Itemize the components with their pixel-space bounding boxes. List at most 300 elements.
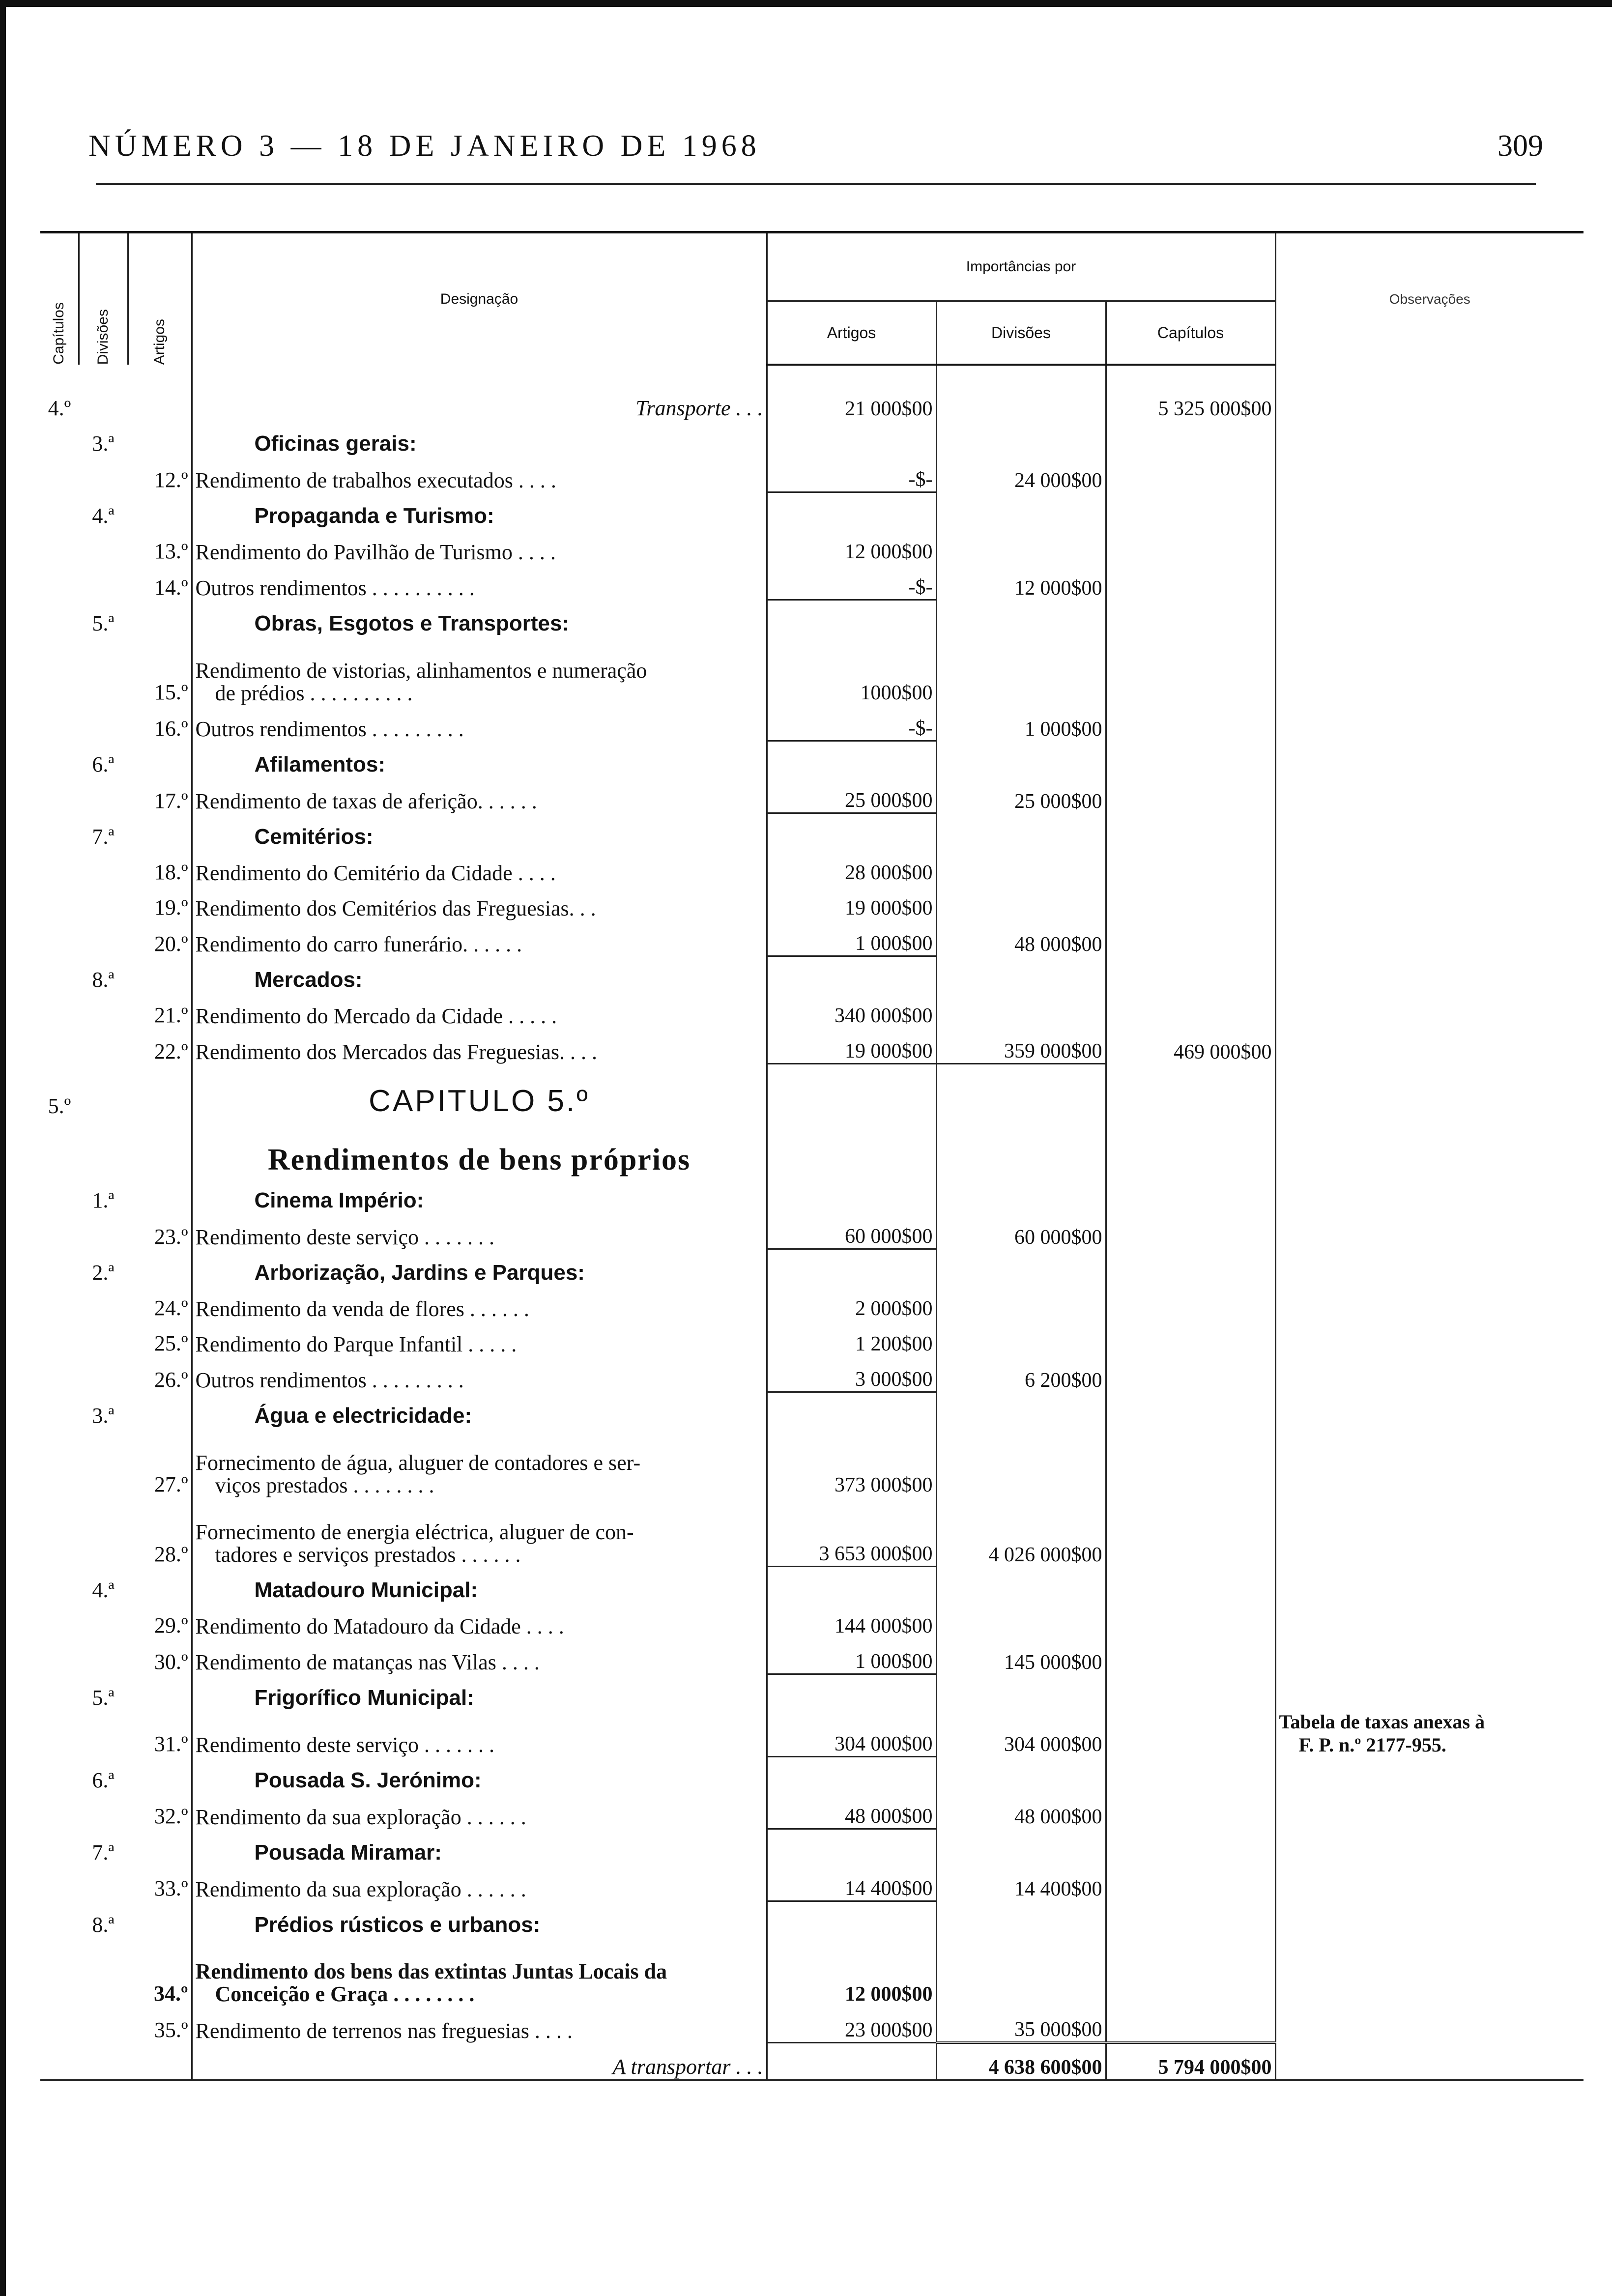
cell-observacoes — [1275, 2042, 1583, 2080]
item-description: Outros rendimentos . . . . . . . . . — [195, 1368, 464, 1393]
cell-importancia-artigos: 373 000$00 — [767, 1428, 936, 1497]
cell-importancia-capitulos — [1106, 1674, 1275, 1711]
cell-importancia-artigos — [767, 492, 936, 529]
cell-observacoes — [1275, 456, 1583, 492]
table-row — [40, 777, 1583, 813]
cell-capitulo — [40, 2042, 79, 2080]
cell-importancia-capitulos — [1106, 1285, 1275, 1320]
cell-capitulo — [40, 1356, 79, 1392]
cell-designacao — [192, 636, 767, 705]
cell-artigo — [128, 1064, 192, 1119]
cell-importancia-capitulos — [1106, 992, 1275, 1028]
section-heading: Propaganda e Turismo: — [254, 504, 494, 528]
cell-importancia-artigos: 1 200$00 — [767, 1320, 936, 1356]
table-row — [40, 600, 1583, 636]
cell-designacao — [192, 1901, 767, 1937]
item-description: Rendimento de terrenos nas freguesias . . . . — [195, 2018, 573, 2043]
cell-importancia-capitulos: 469 000$00 — [1106, 1028, 1275, 1064]
cell-importancia-artigos: 340 000$00 — [767, 992, 936, 1028]
cell-importancia-divisoes — [936, 956, 1106, 993]
cell-importancia-capitulos — [1106, 1901, 1275, 1937]
cell-importancia-artigos: 19 000$00 — [767, 1028, 936, 1064]
cell-capitulo — [40, 1901, 79, 1937]
item-description: Rendimento de trabalhos executados . . . . — [195, 468, 556, 493]
table-row — [40, 1497, 1583, 1567]
cell-importancia-capitulos — [1106, 849, 1275, 885]
cell-importancia-divisoes: 12 000$00 — [936, 564, 1106, 600]
cell-importancia-capitulos — [1106, 1119, 1275, 1177]
cell-importancia-capitulos — [1106, 636, 1275, 705]
cell-capitulo — [40, 1392, 79, 1429]
cell-observacoes — [1275, 365, 1583, 421]
table-row — [40, 1937, 1583, 2006]
cell-divisao — [79, 636, 128, 705]
cell-observacoes — [1275, 920, 1583, 956]
cell-importancia-capitulos — [1106, 1177, 1275, 1213]
cell-capitulo — [40, 636, 79, 705]
cell-artigo — [128, 2042, 192, 2080]
cell-divisao: 5.ª — [92, 611, 115, 635]
cell-designacao — [192, 1674, 767, 1711]
cell-observacoes — [1275, 1028, 1583, 1064]
cell-divisao — [79, 849, 128, 885]
cell-importancia-divisoes — [936, 1829, 1106, 1865]
header-sub-capitulos: Capítulos — [1106, 301, 1275, 365]
cell-capitulo — [40, 849, 79, 885]
cell-artigo — [128, 365, 192, 421]
section-heading: Cinema Império: — [254, 1188, 424, 1212]
cell-importancia-artigos: 25 000$00 — [767, 777, 936, 813]
section-heading: Oficinas gerais: — [254, 431, 417, 456]
cell-designacao — [192, 1428, 767, 1497]
cell-divisao — [79, 1497, 128, 1567]
cell-importancia-capitulos: 5 325 000$00 — [1106, 365, 1275, 421]
cell-divisao — [79, 920, 128, 956]
cell-divisao: 4.ª — [92, 1578, 115, 1602]
cell-importancia-capitulos — [1106, 1356, 1275, 1392]
cell-importancia-divisoes — [936, 1603, 1106, 1638]
cell-divisao — [79, 1213, 128, 1249]
cell-divisao — [79, 528, 128, 564]
cell-importancia-capitulos: 5 794 000$00 — [1106, 2042, 1275, 2080]
section-heading: Pousada Miramar: — [254, 1840, 442, 1865]
cell-observacoes — [1275, 1937, 1583, 2006]
cell-importancia-capitulos — [1106, 492, 1275, 529]
cell-importancia-capitulos — [1106, 1428, 1275, 1497]
cell-observacoes — [1275, 421, 1583, 456]
cell-divisao — [79, 1356, 128, 1392]
item-description: Fornecimento de água, aluguer de contadores e ser- — [195, 1450, 641, 1475]
cell-importancia-divisoes — [936, 813, 1106, 850]
item-description: Rendimento dos Mercados das Freguesias. . . . — [195, 1040, 598, 1064]
table-row — [40, 1356, 1583, 1392]
cell-observacoes — [1275, 705, 1583, 741]
cell-importancia-artigos: 144 000$00 — [767, 1603, 936, 1638]
table-row — [40, 885, 1583, 920]
observation-text: Tabela de taxas anexas à — [1279, 1711, 1485, 1733]
cell-capitulo — [40, 528, 79, 564]
cell-capitulo — [40, 1829, 79, 1865]
cell-capitulo — [40, 1793, 79, 1829]
cell-capitulo — [40, 600, 79, 636]
cell-divisao — [79, 1285, 128, 1320]
cell-artigo: 20.º — [128, 920, 192, 956]
table-row — [40, 636, 1583, 705]
table-row — [40, 1119, 1583, 1177]
cell-observacoes — [1275, 1213, 1583, 1249]
cell-designacao — [192, 492, 767, 529]
cell-divisao — [79, 1638, 128, 1674]
table-row — [40, 1674, 1583, 1711]
section-heading: Prédios rústicos e urbanos: — [254, 1912, 541, 1937]
cell-divisao: 7.ª — [92, 825, 115, 849]
cell-importancia-divisoes — [936, 1674, 1106, 1711]
table-row — [40, 1213, 1583, 1249]
cell-capitulo — [40, 421, 79, 456]
cell-importancia-artigos: 48 000$00 — [767, 1793, 936, 1829]
table-row — [40, 1638, 1583, 1674]
cell-capitulo — [40, 1756, 79, 1793]
cell-observacoes — [1275, 1567, 1583, 1603]
page-top-border — [0, 0, 1612, 7]
table-row — [40, 1177, 1583, 1213]
cell-artigo — [128, 813, 192, 850]
cell-observacoes — [1275, 1793, 1583, 1829]
cell-capitulo — [40, 1638, 79, 1674]
cell-divisao: 2.ª — [92, 1261, 115, 1285]
cell-divisao: 3.ª — [92, 431, 115, 456]
cell-artigo: 35.º — [128, 2006, 192, 2043]
cell-artigo — [128, 1119, 192, 1177]
table-row — [40, 1829, 1583, 1865]
cell-importancia-capitulos — [1106, 813, 1275, 850]
cell-importancia-capitulos — [1106, 1213, 1275, 1249]
cell-divisao — [79, 1028, 128, 1064]
cell-divisao: 1.ª — [92, 1188, 115, 1212]
cell-designacao — [192, 1119, 767, 1177]
cell-importancia-capitulos — [1106, 456, 1275, 492]
cell-artigo: 15.º — [128, 636, 192, 705]
table-row — [40, 1603, 1583, 1638]
cell-artigo: 30.º — [128, 1638, 192, 1674]
cell-artigo — [128, 956, 192, 993]
cell-observacoes — [1275, 492, 1583, 529]
cell-observacoes — [1275, 1865, 1583, 1901]
header-divisoes: Divisões — [79, 232, 128, 365]
cell-importancia-artigos — [767, 813, 936, 850]
table-row — [40, 849, 1583, 885]
cell-importancia-divisoes: 60 000$00 — [936, 1213, 1106, 1249]
cell-artigo: 18.º — [128, 849, 192, 885]
cell-capitulo — [40, 813, 79, 850]
chapter-heading: CAPITULO 5.º — [369, 1084, 590, 1118]
cell-capitulo — [40, 492, 79, 529]
cell-artigo: 22.º — [128, 1028, 192, 1064]
table-row — [40, 705, 1583, 741]
cell-capitulo — [40, 992, 79, 1028]
cell-observacoes — [1275, 813, 1583, 850]
cell-artigo: 26.º — [128, 1356, 192, 1392]
cell-designacao — [192, 1756, 767, 1793]
cell-importancia-artigos — [767, 741, 936, 777]
item-description: Outros rendimentos . . . . . . . . . . — [195, 576, 475, 601]
cell-importancia-divisoes — [936, 1285, 1106, 1320]
cell-designacao — [192, 1213, 767, 1249]
cell-importancia-divisoes — [936, 1567, 1106, 1603]
cell-importancia-capitulos — [1106, 777, 1275, 813]
cell-importancia-artigos: 60 000$00 — [767, 1213, 936, 1249]
cell-divisao — [79, 1603, 128, 1638]
cell-importancia-divisoes — [936, 636, 1106, 705]
cell-importancia-divisoes — [936, 1249, 1106, 1286]
cell-importancia-capitulos — [1106, 421, 1275, 456]
cell-importancia-divisoes — [936, 1937, 1106, 2006]
cell-designacao — [192, 1793, 767, 1829]
cell-importancia-capitulos — [1106, 885, 1275, 920]
cell-designacao — [192, 2042, 767, 2080]
table-row — [40, 528, 1583, 564]
header-importancias-por: Importâncias por — [767, 232, 1275, 301]
table-row — [40, 1567, 1583, 1603]
cell-importancia-capitulos — [1106, 1756, 1275, 1793]
cell-capitulo — [40, 1320, 79, 1356]
cell-divisao — [79, 365, 128, 421]
cell-importancia-artigos: 304 000$00 — [767, 1710, 936, 1756]
cell-artigo: 21.º — [128, 992, 192, 1028]
table-row — [40, 956, 1583, 993]
cell-importancia-artigos — [767, 2042, 936, 2080]
cell-importancia-capitulos — [1106, 1603, 1275, 1638]
cell-observacoes — [1275, 1497, 1583, 1567]
cell-capitulo — [40, 741, 79, 777]
cell-importancia-divisoes: 145 000$00 — [936, 1638, 1106, 1674]
cell-artigo — [128, 1567, 192, 1603]
table-row — [40, 421, 1583, 456]
cell-capitulo — [40, 920, 79, 956]
cell-designacao — [192, 528, 767, 564]
cell-designacao — [192, 1937, 767, 2006]
cell-divisao — [79, 1865, 128, 1901]
cell-importancia-capitulos — [1106, 600, 1275, 636]
cell-divisao — [79, 1793, 128, 1829]
table-row — [40, 1710, 1583, 1756]
cell-observacoes — [1275, 1829, 1583, 1865]
cell-importancia-divisoes: 1 000$00 — [936, 705, 1106, 741]
cell-importancia-artigos — [767, 1756, 936, 1793]
cell-artigo — [128, 1392, 192, 1429]
cell-importancia-divisoes: 4 638 600$00 — [936, 2042, 1106, 2080]
item-description: Rendimento da sua exploração . . . . . . — [195, 1877, 526, 1901]
cell-importancia-artigos — [767, 1064, 936, 1119]
section-heading: Cemitérios: — [254, 825, 374, 849]
section-heading: Afilamentos: — [254, 752, 385, 776]
cell-observacoes — [1275, 600, 1583, 636]
cell-observacoes — [1275, 1356, 1583, 1392]
cell-divisao: 7.ª — [92, 1840, 115, 1865]
cell-importancia-capitulos — [1106, 1865, 1275, 1901]
cell-importancia-artigos: -$- — [767, 564, 936, 600]
cell-observacoes — [1275, 636, 1583, 705]
table-row — [40, 564, 1583, 600]
cell-importancia-capitulos — [1106, 1320, 1275, 1356]
item-description: Rendimento do carro funerário. . . . . . — [195, 932, 522, 957]
cell-importancia-artigos: 2 000$00 — [767, 1285, 936, 1320]
cell-artigo — [128, 741, 192, 777]
cell-capitulo — [40, 705, 79, 741]
table-row — [40, 1901, 1583, 1937]
cell-importancia-capitulos — [1106, 920, 1275, 956]
table-row — [40, 2006, 1583, 2043]
cell-importancia-artigos: 19 000$00 — [767, 885, 936, 920]
cell-importancia-artigos — [767, 421, 936, 456]
cell-observacoes — [1275, 1638, 1583, 1674]
page-number: 309 — [1497, 129, 1543, 163]
cell-importancia-divisoes: 25 000$00 — [936, 777, 1106, 813]
cell-artigo: 29.º — [128, 1603, 192, 1638]
cell-observacoes — [1275, 1392, 1583, 1429]
cell-capitulo — [40, 1710, 79, 1756]
item-description: Rendimento de taxas de aferição. . . . . . — [195, 789, 537, 814]
cell-importancia-artigos: 3 000$00 — [767, 1356, 936, 1392]
chapter-title: Rendimentos de bens próprios — [267, 1143, 691, 1177]
cell-importancia-artigos — [767, 1829, 936, 1865]
cell-divisao — [79, 885, 128, 920]
cell-importancia-artigos: 1 000$00 — [767, 920, 936, 956]
section-heading: Matadouro Municipal: — [254, 1578, 478, 1602]
cell-artigo — [128, 1756, 192, 1793]
cell-capitulo — [40, 456, 79, 492]
cell-divisao: 3.ª — [92, 1404, 115, 1428]
cell-artigo: 12.º — [128, 456, 192, 492]
cell-importancia-divisoes — [936, 849, 1106, 885]
cell-divisao — [79, 1320, 128, 1356]
item-description: Rendimento de vistorias, alinhamentos e numeração — [195, 658, 647, 683]
cell-capitulo — [40, 1603, 79, 1638]
cell-designacao — [192, 920, 767, 956]
item-description-continued: Conceição e Graça . . . . . . . . — [215, 1982, 475, 2007]
cell-importancia-artigos: -$- — [767, 456, 936, 492]
cell-capitulo — [40, 1865, 79, 1901]
budget-table — [40, 231, 1583, 2081]
cell-importancia-capitulos — [1106, 1793, 1275, 1829]
table-row — [40, 1028, 1583, 1064]
header-sub-artigos: Artigos — [767, 301, 936, 365]
cell-observacoes — [1275, 992, 1583, 1028]
section-heading: Frigorífico Municipal: — [254, 1686, 474, 1710]
cell-importancia-divisoes — [936, 365, 1106, 421]
item-description: Rendimento do Matadouro da Cidade . . . . — [195, 1614, 564, 1638]
cell-designacao — [192, 956, 767, 993]
cell-capitulo — [40, 1028, 79, 1064]
cell-importancia-artigos: 1000$00 — [767, 636, 936, 705]
cell-artigo: 17.º — [128, 777, 192, 813]
cell-designacao — [192, 456, 767, 492]
table-row — [40, 2042, 1583, 2080]
cell-designacao — [192, 1177, 767, 1213]
item-description: Rendimento do Mercado da Cidade . . . . . — [195, 1004, 557, 1028]
cell-observacoes — [1275, 1064, 1583, 1119]
cell-observacoes — [1275, 741, 1583, 777]
cell-capitulo — [40, 1428, 79, 1497]
item-description: Rendimento da sua exploração . . . . . . — [195, 1805, 526, 1829]
cell-designacao — [192, 1829, 767, 1865]
cell-importancia-capitulos — [1106, 1249, 1275, 1286]
cell-importancia-artigos: -$- — [767, 705, 936, 741]
cell-importancia-artigos: 21 000$00 — [767, 365, 936, 421]
table-row — [40, 1320, 1583, 1356]
cell-observacoes — [1275, 1285, 1583, 1320]
item-description: Rendimento do Pavilhão de Turismo . . . . — [195, 540, 556, 564]
cell-importancia-artigos — [767, 1249, 936, 1286]
cell-importancia-divisoes — [936, 1320, 1106, 1356]
table-row — [40, 813, 1583, 850]
table-row — [40, 1865, 1583, 1901]
section-heading: Água e electricidade: — [254, 1404, 472, 1428]
cell-observacoes — [1275, 849, 1583, 885]
cell-importancia-divisoes: 359 000$00 — [936, 1028, 1106, 1064]
cell-observacoes — [1275, 1249, 1583, 1286]
cell-capitulo — [40, 564, 79, 600]
cell-artigo — [128, 1249, 192, 1286]
item-description: Rendimento do Cemitério da Cidade . . . . — [195, 861, 556, 885]
cell-importancia-divisoes — [936, 600, 1106, 636]
cell-divisao: 8.ª — [92, 1912, 115, 1937]
cell-observacoes — [1275, 1119, 1583, 1177]
table-row — [40, 1392, 1583, 1429]
cell-capitulo: 4.º — [48, 396, 71, 420]
cell-importancia-capitulos — [1106, 1638, 1275, 1674]
cell-observacoes — [1275, 777, 1583, 813]
cell-importancia-divisoes — [936, 1119, 1106, 1177]
cell-capitulo — [40, 1249, 79, 1286]
cell-importancia-capitulos — [1106, 1567, 1275, 1603]
cell-divisao: 5.ª — [92, 1686, 115, 1710]
cell-importancia-capitulos — [1106, 2006, 1275, 2043]
table-row — [40, 456, 1583, 492]
cell-importancia-capitulos — [1106, 705, 1275, 741]
table-row — [40, 1285, 1583, 1320]
cell-observacoes — [1275, 885, 1583, 920]
section-heading: Arborização, Jardins e Parques: — [254, 1261, 585, 1285]
table-row — [40, 1793, 1583, 1829]
cell-importancia-divisoes — [936, 421, 1106, 456]
cell-importancia-divisoes — [936, 528, 1106, 564]
cell-artigo: 33.º — [128, 1865, 192, 1901]
cell-importancia-capitulos — [1106, 1392, 1275, 1429]
item-description-continued: tadores e serviços prestados . . . . . . — [215, 1543, 521, 1567]
cell-designacao — [192, 1497, 767, 1567]
cell-observacoes — [1275, 956, 1583, 993]
cell-importancia-divisoes: 4 026 000$00 — [936, 1497, 1106, 1567]
item-description-continued: viços prestados . . . . . . . . — [215, 1473, 434, 1497]
cell-divisao: 8.ª — [92, 968, 115, 992]
cell-designacao — [192, 1392, 767, 1429]
cell-capitulo — [40, 777, 79, 813]
cell-divisao — [79, 564, 128, 600]
cell-designacao — [192, 777, 767, 813]
cell-observacoes — [1275, 1603, 1583, 1638]
cell-importancia-divisoes — [936, 1901, 1106, 1937]
item-description: Rendimento dos bens das extintas Juntas Locais da — [195, 1959, 667, 1984]
cell-importancia-capitulos — [1106, 1497, 1275, 1567]
item-description: Rendimento deste serviço . . . . . . . — [195, 1732, 495, 1757]
cell-importancia-artigos: 23 000$00 — [767, 2006, 936, 2043]
cell-capitulo — [40, 1937, 79, 2006]
item-description: Rendimento deste serviço . . . . . . . — [195, 1225, 495, 1250]
cell-observacoes — [1275, 564, 1583, 600]
cell-designacao — [192, 1064, 767, 1119]
cell-importancia-divisoes — [936, 992, 1106, 1028]
